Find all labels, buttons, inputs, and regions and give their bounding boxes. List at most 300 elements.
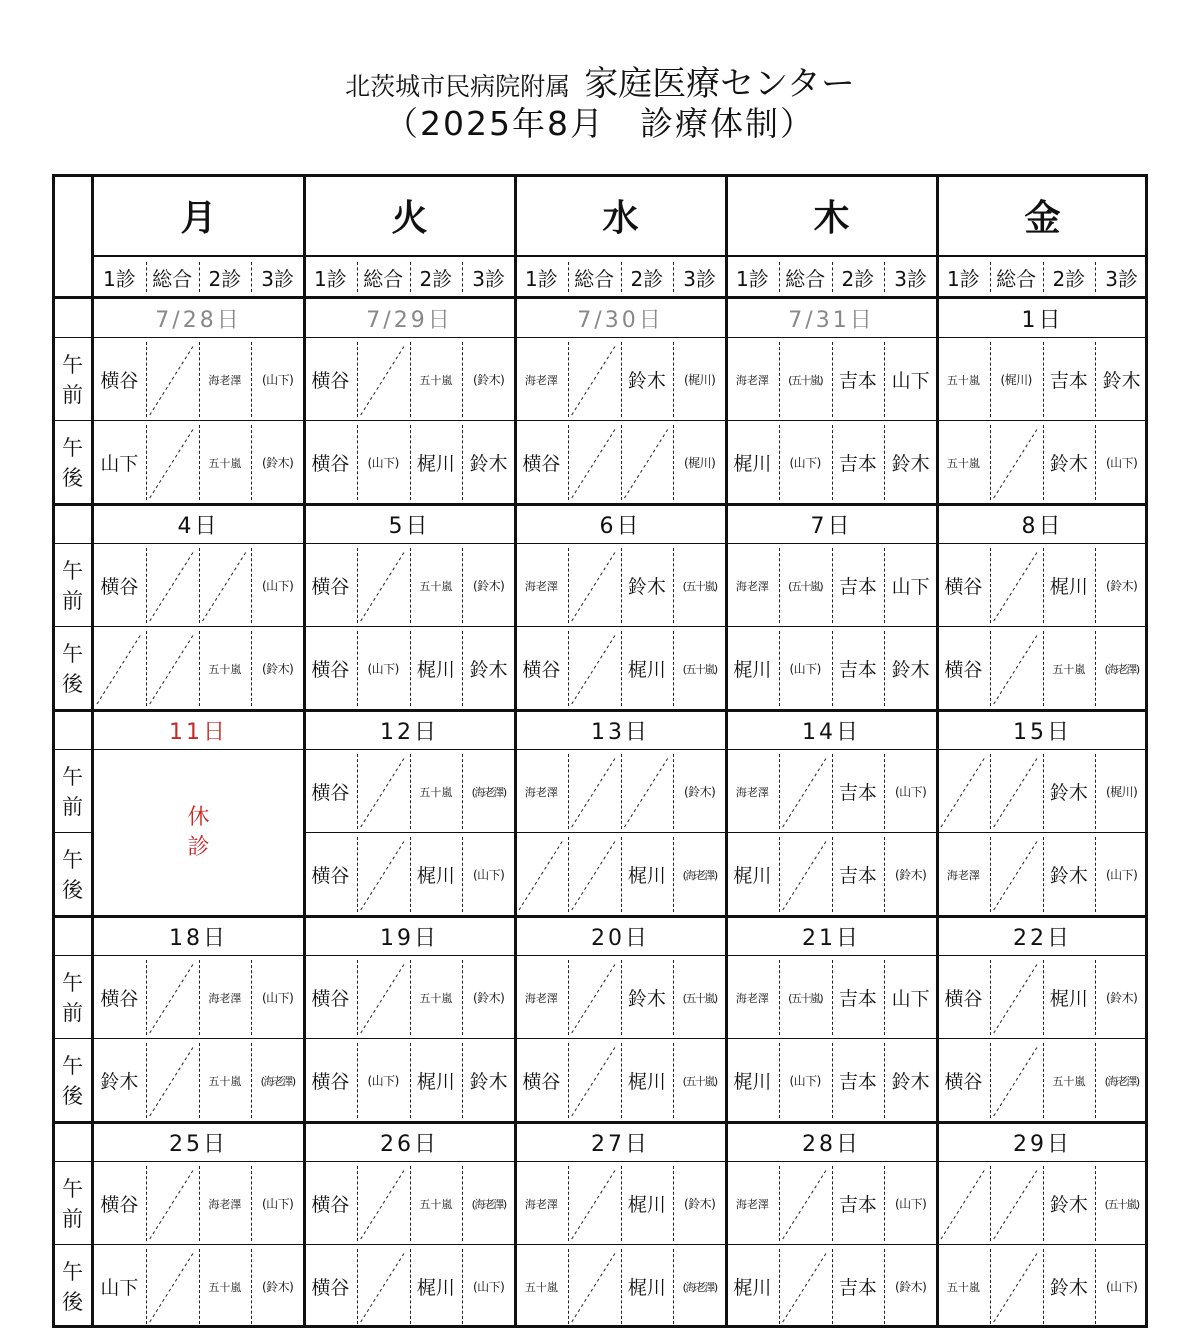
doctor-slot: 五十嵐 xyxy=(524,1280,558,1294)
day-header: 火 xyxy=(391,197,428,239)
table-border-bottom xyxy=(52,1325,1148,1328)
doctor-slot: 吉本 xyxy=(838,988,877,1010)
doctor-slot: 五十嵐 xyxy=(419,785,453,799)
doctor-slot: 梶川 xyxy=(733,453,772,475)
empty-slot-mark xyxy=(361,756,406,827)
day-header-divider xyxy=(93,255,1148,257)
doctor-slot: 山下 xyxy=(891,370,930,392)
date-label: 15日 xyxy=(1013,719,1072,745)
session-divider xyxy=(52,626,1148,627)
doctor-slot: 横谷 xyxy=(944,1071,983,1093)
empty-slot-mark xyxy=(783,756,828,827)
doctor-slot: 鈴木 xyxy=(891,659,930,681)
doctor-slot: 五十嵐 xyxy=(946,1280,980,1294)
empty-slot-mark xyxy=(625,756,670,827)
date-label: 13日 xyxy=(591,719,650,745)
doctor-slot: (五十嵐) xyxy=(682,579,717,593)
doctor-slot: (梶川) xyxy=(1000,373,1032,387)
date-row-divider xyxy=(52,955,1148,956)
session-divider xyxy=(52,1244,1148,1245)
center-name: 家庭医療センター xyxy=(584,64,855,104)
doctor-slot: 横谷 xyxy=(311,370,350,392)
empty-slot-mark xyxy=(572,1168,617,1239)
date-label: 28日 xyxy=(802,1131,861,1157)
doctor-slot: (五十嵐) xyxy=(788,373,823,387)
date-label: 26日 xyxy=(380,1131,439,1157)
doctor-slot: (山下) xyxy=(1105,868,1138,882)
doctor-slot: 五十嵐 xyxy=(419,579,453,593)
day-column-divider xyxy=(936,174,939,1328)
doctor-slot: 横谷 xyxy=(311,1071,350,1093)
empty-slot-mark xyxy=(994,839,1039,910)
empty-slot-mark xyxy=(150,1251,195,1322)
doctor-slot: 海老澤 xyxy=(208,373,242,387)
doctor-slot: 海老澤 xyxy=(524,991,558,1005)
empty-slot-mark xyxy=(994,1251,1039,1322)
date-label: 5日 xyxy=(388,513,431,539)
dashed-divider xyxy=(410,262,411,292)
dashed-divider xyxy=(357,262,358,292)
session-divider xyxy=(52,832,93,833)
doctor-slot: (五十嵐) xyxy=(682,991,717,1005)
doctor-slot: 海老澤 xyxy=(735,579,769,593)
session-divider xyxy=(52,420,1148,421)
clinic-column-header: 2診 xyxy=(841,266,875,291)
doctor-slot: (五十嵐) xyxy=(1104,1197,1139,1211)
dashed-divider xyxy=(462,262,463,292)
doctor-slot: 梶川 xyxy=(416,865,455,887)
empty-slot-mark xyxy=(994,633,1039,704)
dashed-divider xyxy=(251,262,252,292)
doctor-slot: (山下) xyxy=(1105,456,1138,470)
doctor-slot: 鈴木 xyxy=(469,453,508,475)
doctor-slot: 吉本 xyxy=(838,453,877,475)
doctor-slot: (五十嵐) xyxy=(682,1074,717,1088)
doctor-slot: 横谷 xyxy=(311,1194,350,1216)
doctor-slot: 梶川 xyxy=(416,453,455,475)
doctor-slot: 梶川 xyxy=(627,1277,666,1299)
doctor-slot: 横谷 xyxy=(100,988,139,1010)
doctor-slot: 横谷 xyxy=(100,576,139,598)
session-divider xyxy=(304,832,1148,833)
empty-slot-mark xyxy=(361,1168,406,1239)
dashed-divider xyxy=(568,262,569,292)
session-label-pm: 午 後 xyxy=(62,435,83,490)
doctor-slot: 横谷 xyxy=(944,988,983,1010)
empty-slot-mark xyxy=(150,1045,195,1116)
label-column-divider xyxy=(91,174,94,1328)
dashed-divider xyxy=(146,262,147,292)
doctor-slot: (鈴木) xyxy=(472,991,505,1005)
empty-slot-mark xyxy=(519,839,564,910)
empty-slot-mark xyxy=(994,756,1039,827)
empty-slot-mark xyxy=(572,1045,617,1116)
doctor-slot: (山下) xyxy=(261,373,294,387)
doctor-slot: (海老澤) xyxy=(471,785,506,799)
clinic-column-header: 総合 xyxy=(785,266,826,291)
doctor-slot: (海老澤) xyxy=(471,1197,506,1211)
empty-slot-mark xyxy=(994,1045,1039,1116)
clinic-column-header: 2診 xyxy=(630,266,664,291)
date-label: 12日 xyxy=(380,719,439,745)
empty-slot-mark xyxy=(572,1251,617,1322)
day-header: 水 xyxy=(602,197,639,239)
date-label: 7/31日 xyxy=(788,307,875,333)
session-label-pm: 午 後 xyxy=(62,641,83,696)
doctor-slot: 五十嵐 xyxy=(1052,1074,1086,1088)
week-divider xyxy=(52,503,1148,506)
date-label: 7/30日 xyxy=(577,307,664,333)
date-label: 11日 xyxy=(169,719,228,745)
clinic-column-header: 2診 xyxy=(208,266,242,291)
doctor-slot: 山下 xyxy=(891,988,930,1010)
date-label: 4日 xyxy=(177,513,220,539)
date-row-divider xyxy=(52,337,1148,338)
doctor-slot: 横谷 xyxy=(522,1071,561,1093)
dashed-divider xyxy=(990,262,991,292)
doctor-slot: 五十嵐 xyxy=(419,991,453,1005)
doctor-slot: (鈴木) xyxy=(894,868,927,882)
empty-slot-mark xyxy=(361,550,406,621)
empty-slot-mark xyxy=(941,756,986,827)
clinic-column-header: 3診 xyxy=(261,266,294,291)
empty-slot-mark xyxy=(994,1168,1039,1239)
doctor-slot: (鈴木) xyxy=(261,1280,294,1294)
doctor-slot: 海老澤 xyxy=(735,991,769,1005)
doctor-slot: (鈴木) xyxy=(1105,991,1138,1005)
doctor-slot: 山下 xyxy=(100,1277,139,1299)
clinic-column-header: 総合 xyxy=(574,266,615,291)
empty-slot-mark xyxy=(994,427,1039,498)
doctor-slot: 鈴木 xyxy=(469,1071,508,1093)
date-label: 19日 xyxy=(380,925,439,951)
empty-slot-mark xyxy=(994,962,1039,1033)
doctor-slot: 吉本 xyxy=(1049,370,1088,392)
empty-slot-mark xyxy=(783,1168,828,1239)
clinic-column-header: 3診 xyxy=(894,266,927,291)
doctor-slot: 梶川 xyxy=(627,865,666,887)
clinic-column-header: 3診 xyxy=(472,266,505,291)
empty-slot-mark xyxy=(97,633,142,704)
hospital-name: 北茨城市民病院附属 xyxy=(345,72,571,101)
doctor-slot: 海老澤 xyxy=(735,785,769,799)
session-divider xyxy=(52,1038,1148,1039)
doctor-slot: (海老澤) xyxy=(682,868,717,882)
day-column-divider xyxy=(514,174,517,1328)
doctor-slot: (梶川) xyxy=(683,373,716,387)
clinic-column-header: 総合 xyxy=(152,266,193,291)
doctor-slot: (山下) xyxy=(367,1074,399,1088)
empty-slot-mark xyxy=(203,550,248,621)
session-label-pm: 午 後 xyxy=(62,1053,83,1108)
doctor-slot: 吉本 xyxy=(838,1277,877,1299)
doctor-slot: 梶川 xyxy=(733,1277,772,1299)
clinic-column-header: 総合 xyxy=(996,266,1037,291)
doctor-slot: 吉本 xyxy=(838,659,877,681)
empty-slot-mark xyxy=(625,427,670,498)
table-border-right xyxy=(1145,174,1148,1328)
doctor-slot: (五十嵐) xyxy=(788,579,823,593)
doctor-slot: 吉本 xyxy=(838,1194,877,1216)
doctor-slot: 横谷 xyxy=(311,1277,350,1299)
empty-slot-mark xyxy=(783,1251,828,1322)
doctor-slot: (海老澤) xyxy=(1104,662,1139,676)
doctor-slot: 五十嵐 xyxy=(419,1197,453,1211)
date-label: 21日 xyxy=(802,925,861,951)
clinic-column-header: 1診 xyxy=(736,266,769,291)
doctor-slot: 横谷 xyxy=(522,453,561,475)
doctor-slot: 吉本 xyxy=(838,865,877,887)
empty-slot-mark xyxy=(361,344,406,415)
doctor-slot: 横谷 xyxy=(311,659,350,681)
doctor-slot: 海老澤 xyxy=(208,991,242,1005)
doctor-slot: 海老澤 xyxy=(524,579,558,593)
doctor-slot: (山下) xyxy=(894,785,927,799)
empty-slot-mark xyxy=(783,839,828,910)
empty-slot-mark xyxy=(150,427,195,498)
date-label: 7/28日 xyxy=(155,307,242,333)
dashed-divider xyxy=(1095,262,1096,292)
doctor-slot: (山下) xyxy=(367,662,399,676)
clinic-column-header: 3診 xyxy=(683,266,716,291)
dashed-divider xyxy=(832,262,833,292)
doctor-slot: 鈴木 xyxy=(891,1071,930,1093)
doctor-slot: (海老澤) xyxy=(682,1280,717,1294)
clinic-column-header: 1診 xyxy=(947,266,980,291)
session-label-am: 午 前 xyxy=(62,970,83,1025)
doctor-slot: (海老澤) xyxy=(1104,1074,1139,1088)
clinic-column-header: 総合 xyxy=(363,266,404,291)
doctor-slot: 梶川 xyxy=(733,1071,772,1093)
doctor-slot: (海老澤) xyxy=(260,1074,295,1088)
doctor-slot: 梶川 xyxy=(1049,576,1088,598)
dashed-divider xyxy=(1043,262,1044,292)
page-subtitle: （2025年8月 診療体制） xyxy=(385,104,815,143)
doctor-slot: 吉本 xyxy=(838,1071,877,1093)
empty-slot-mark xyxy=(994,550,1039,621)
date-label: 6日 xyxy=(599,513,642,539)
day-column-divider xyxy=(303,174,306,1328)
session-label-am: 午 前 xyxy=(62,352,83,407)
empty-slot-mark xyxy=(572,633,617,704)
doctor-slot: (梶川) xyxy=(683,456,716,470)
doctor-slot: 五十嵐 xyxy=(208,1074,242,1088)
empty-slot-mark xyxy=(361,839,406,910)
doctor-slot: (山下) xyxy=(894,1197,927,1211)
doctor-slot: 五十嵐 xyxy=(208,662,242,676)
date-label: 18日 xyxy=(169,925,228,951)
doctor-slot: (五十嵐) xyxy=(788,991,823,1005)
empty-slot-marks xyxy=(52,174,1148,1328)
empty-slot-mark xyxy=(150,633,195,704)
clinic-column-header: 3診 xyxy=(1105,266,1138,291)
clinic-column-header: 2診 xyxy=(419,266,453,291)
doctor-slot: (山下) xyxy=(261,579,294,593)
empty-slot-mark xyxy=(572,962,617,1033)
doctor-slot: 鈴木 xyxy=(627,370,666,392)
date-label: 20日 xyxy=(591,925,650,951)
session-label-pm: 午 後 xyxy=(62,1259,83,1314)
empty-slot-mark xyxy=(361,962,406,1033)
day-header: 金 xyxy=(1024,197,1061,239)
doctor-slot: 五十嵐 xyxy=(208,1280,242,1294)
empty-slot-mark xyxy=(150,344,195,415)
date-row-divider xyxy=(52,543,1148,544)
doctor-slot: 梶川 xyxy=(416,1277,455,1299)
doctor-slot: 梶川 xyxy=(627,659,666,681)
page-title xyxy=(0,56,1200,104)
empty-slot-mark xyxy=(150,550,195,621)
week-divider xyxy=(52,915,1148,918)
doctor-slot: 鈴木 xyxy=(100,1071,139,1093)
day-column-divider xyxy=(725,174,728,1328)
session-label-pm: 午 後 xyxy=(62,847,83,902)
doctor-slot: 梶川 xyxy=(627,1194,666,1216)
doctor-slot: 横谷 xyxy=(100,1194,139,1216)
date-label: 8日 xyxy=(1021,513,1064,539)
header-bottom-divider xyxy=(52,296,1148,299)
doctor-slot: 鈴木 xyxy=(627,576,666,598)
empty-slot-mark xyxy=(361,1251,406,1322)
doctor-slot: 梶川 xyxy=(416,659,455,681)
doctor-slot: (鈴木) xyxy=(683,785,716,799)
date-label: 25日 xyxy=(169,1131,228,1157)
doctor-slot: 鈴木 xyxy=(1049,782,1088,804)
doctor-slot: 梶川 xyxy=(733,865,772,887)
day-header: 木 xyxy=(813,197,850,239)
doctor-slot: (山下) xyxy=(261,991,294,1005)
schedule-table xyxy=(52,174,1148,1328)
empty-slot-mark xyxy=(941,1168,986,1239)
empty-slot-mark xyxy=(150,1168,195,1239)
doctor-slot: (五十嵐) xyxy=(682,662,717,676)
dashed-divider xyxy=(779,262,780,292)
doctor-slot: 鈴木 xyxy=(1102,370,1141,392)
doctor-slot: 梶川 xyxy=(416,1071,455,1093)
doctor-slot: 海老澤 xyxy=(735,373,769,387)
doctor-slot: 横谷 xyxy=(311,988,350,1010)
doctor-slot: 山下 xyxy=(891,576,930,598)
doctor-slot: 五十嵐 xyxy=(208,456,242,470)
doctor-slot: 鈴木 xyxy=(1049,453,1088,475)
session-label-am: 午 前 xyxy=(62,764,83,819)
doctor-slot: 海老澤 xyxy=(208,1197,242,1211)
clinic-column-header: 1診 xyxy=(314,266,347,291)
empty-slot-mark xyxy=(572,550,617,621)
doctor-slot: 鈴木 xyxy=(469,659,508,681)
session-label-am: 午 前 xyxy=(62,558,83,613)
doctor-slot: (鈴木) xyxy=(472,373,505,387)
date-label: 29日 xyxy=(1013,1131,1072,1157)
doctor-slot: 海老澤 xyxy=(735,1197,769,1211)
date-label: 27日 xyxy=(591,1131,650,1157)
doctor-slot: (鈴木) xyxy=(1105,579,1138,593)
doctor-slot: 梶川 xyxy=(733,659,772,681)
closed-notice: 休 診 xyxy=(187,805,210,860)
doctor-slot: (山下) xyxy=(1105,1280,1138,1294)
dashed-divider xyxy=(621,262,622,292)
date-label: 22日 xyxy=(1013,925,1072,951)
doctor-slot: 横谷 xyxy=(311,576,350,598)
week-divider xyxy=(52,1121,1148,1124)
doctor-slot: 海老澤 xyxy=(524,373,558,387)
doctor-slot: (鈴木) xyxy=(261,456,294,470)
doctor-slot: 横谷 xyxy=(311,453,350,475)
doctor-slot: 山下 xyxy=(100,453,139,475)
doctor-slot: (山下) xyxy=(367,456,399,470)
empty-slot-mark xyxy=(572,839,617,910)
doctor-slot: (山下) xyxy=(789,662,821,676)
doctor-slot: (鈴木) xyxy=(894,1280,927,1294)
doctor-slot: 横谷 xyxy=(522,659,561,681)
doctor-slot: 横谷 xyxy=(311,865,350,887)
doctor-slot: 鈴木 xyxy=(1049,1194,1088,1216)
date-label: 14日 xyxy=(802,719,861,745)
empty-slot-mark xyxy=(572,427,617,498)
doctor-slot: (鈴木) xyxy=(472,579,505,593)
doctor-slot: 鈴木 xyxy=(1049,1277,1088,1299)
empty-slot-mark xyxy=(572,756,617,827)
day-header: 月 xyxy=(180,197,217,239)
table-border-top xyxy=(52,174,1148,177)
doctor-slot: 海老澤 xyxy=(946,868,980,882)
doctor-slot: 横谷 xyxy=(944,576,983,598)
doctor-slot: 吉本 xyxy=(838,370,877,392)
empty-slot-mark xyxy=(572,344,617,415)
doctor-slot: (山下) xyxy=(261,1197,294,1211)
doctor-slot: 海老澤 xyxy=(524,785,558,799)
doctor-slot: 海老澤 xyxy=(524,1197,558,1211)
doctor-slot: 鈴木 xyxy=(891,453,930,475)
table-border-left xyxy=(52,174,55,1328)
week-divider xyxy=(52,709,1148,712)
date-row-divider xyxy=(52,749,1148,750)
doctor-slot: (山下) xyxy=(472,1280,505,1294)
doctor-slot: 五十嵐 xyxy=(1052,662,1086,676)
dashed-divider xyxy=(884,262,885,292)
doctor-slot: 五十嵐 xyxy=(419,373,453,387)
doctor-slot: (山下) xyxy=(472,868,505,882)
date-label: 7/29日 xyxy=(366,307,453,333)
empty-slot-mark xyxy=(150,962,195,1033)
doctor-slot: 梶川 xyxy=(627,1071,666,1093)
dashed-divider xyxy=(673,262,674,292)
session-label-am: 午 前 xyxy=(62,1176,83,1231)
doctor-slot: 吉本 xyxy=(838,576,877,598)
doctor-slot: 五十嵐 xyxy=(946,373,980,387)
clinic-column-header: 2診 xyxy=(1052,266,1086,291)
doctor-slot: 梶川 xyxy=(1049,988,1088,1010)
doctor-slot: (梶川) xyxy=(1105,785,1138,799)
doctor-slot: 横谷 xyxy=(100,370,139,392)
doctor-slot: 五十嵐 xyxy=(946,456,980,470)
doctor-slot: 吉本 xyxy=(838,782,877,804)
doctor-slot: 横谷 xyxy=(944,659,983,681)
dashed-divider xyxy=(199,262,200,292)
date-label: 7日 xyxy=(810,513,853,539)
clinic-column-header: 1診 xyxy=(103,266,136,291)
doctor-slot: 横谷 xyxy=(311,782,350,804)
doctor-slot: (鈴木) xyxy=(683,1197,716,1211)
doctor-slot: (鈴木) xyxy=(261,662,294,676)
date-label: 1日 xyxy=(1021,307,1064,333)
doctor-slot: (山下) xyxy=(789,456,821,470)
doctor-slot: 鈴木 xyxy=(1049,865,1088,887)
clinic-column-header: 1診 xyxy=(525,266,558,291)
doctor-slot: 鈴木 xyxy=(627,988,666,1010)
date-row-divider xyxy=(52,1161,1148,1162)
doctor-slot: (山下) xyxy=(789,1074,821,1088)
